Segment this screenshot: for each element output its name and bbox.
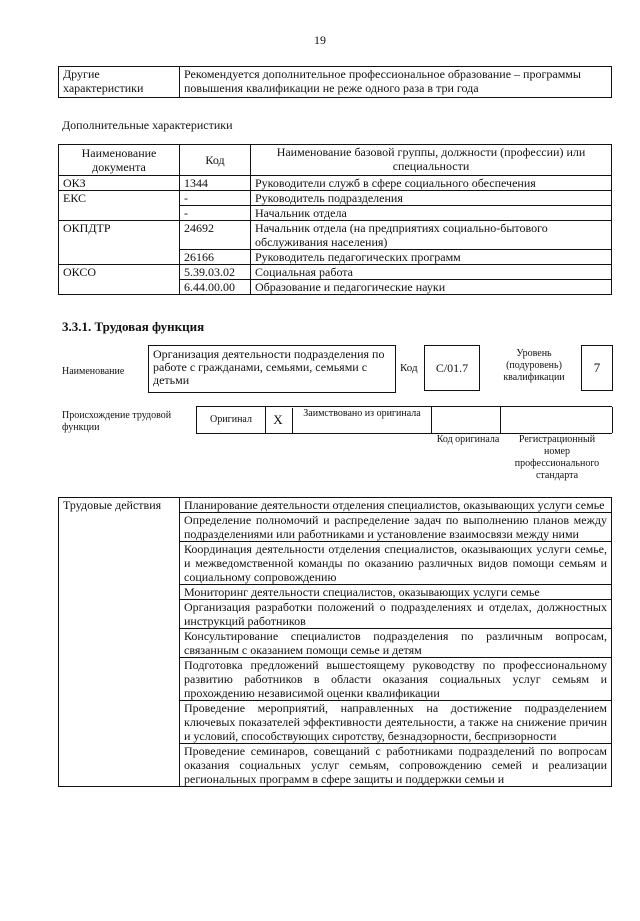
cell-code: 6.44.00.00 bbox=[180, 280, 251, 295]
other-label: Другие характеристики bbox=[59, 67, 180, 98]
cell-name: Руководитель подразделения bbox=[251, 191, 612, 206]
table-row bbox=[59, 191, 612, 206]
origin-reg-cell bbox=[500, 407, 613, 433]
action-item: Координация деятельности отделения специалистов, оказывающих услуги семье, и межведомственной команды по оказанию различных видов помощи семьям и социальному сопровождению bbox=[180, 542, 612, 585]
origin-code-cell bbox=[431, 407, 500, 433]
labor-actions-table bbox=[58, 497, 612, 787]
cell-code: 26166 bbox=[180, 250, 251, 265]
action-item: Консультирование специалистов подразделения по различным вопросам, связанным с оказанием помощи семье и детям bbox=[180, 629, 612, 658]
actions-label: Трудовые действия bbox=[59, 498, 180, 787]
origin-original-label: Оригинал bbox=[196, 407, 266, 433]
action-item: Проведение мероприятий, направленных на достижение подразделением ключевых показателей эффективности деятельности, а также на снижение причин и условий, способствующих сиротству, безнадзорности, беспризорности bbox=[180, 701, 612, 744]
cell-name: Руководитель педагогических программ bbox=[251, 250, 612, 265]
additional-characteristics-table bbox=[58, 144, 612, 295]
table-header-row bbox=[59, 145, 612, 176]
cell-doc: ОКЗ bbox=[59, 176, 180, 191]
function-code: C/01.7 bbox=[424, 345, 480, 391]
header-name: Наименование базовой группы, должности (профессии) или специальности bbox=[251, 145, 612, 176]
cell-doc: ЕКС bbox=[59, 191, 180, 221]
function-code-label: Код bbox=[400, 362, 418, 374]
page-number: 19 bbox=[314, 33, 326, 47]
cell-code: 5.39.03.02 bbox=[180, 265, 251, 280]
cell-name: Социальная работа bbox=[251, 265, 612, 280]
table-row bbox=[59, 265, 612, 280]
additional-title: Дополнительные характеристики bbox=[62, 118, 233, 132]
origin-row bbox=[196, 406, 612, 434]
table-row bbox=[59, 498, 612, 513]
function-name-label: Наименование bbox=[62, 366, 125, 377]
cell-code: 24692 bbox=[180, 221, 251, 250]
cell-code: - bbox=[180, 206, 251, 221]
function-level-label: Уровень (подуровень) квалификации bbox=[503, 348, 565, 383]
action-item: Подготовка предложений вышестоящему руководству по профессиональному развитию работников в области оказания социальных услуг семьям и прохождению независимой оценки квалификации bbox=[180, 658, 612, 701]
origin-reg-label: Регистрационный номер профессионального стандарта bbox=[514, 434, 600, 481]
action-item: Определение полномочий и распределение задач по выполнению планов между подразделениями или работниками и установление взаимосвязи между ними bbox=[180, 513, 612, 542]
cell-doc: ОКПДТР bbox=[59, 221, 180, 265]
action-item: Проведение семинаров, совещаний с работниками подразделений по вопросам оказания социальных услуг семьям, сопровождению семей и реализации региональных программ в сфере защиты и поддержки семьи и bbox=[180, 744, 612, 787]
table-row bbox=[59, 221, 612, 250]
cell-doc: ОКСО bbox=[59, 265, 180, 295]
origin-code-label: Код оригинала bbox=[436, 434, 500, 445]
table-row bbox=[59, 176, 612, 191]
cell-name: Руководители служб в сфере социального обеспечения bbox=[251, 176, 612, 191]
action-item: Мониторинг деятельности специалистов, оказывающих услуги семье bbox=[180, 585, 612, 600]
origin-original-mark: X bbox=[273, 412, 283, 427]
cell-name: Начальник отдела bbox=[251, 206, 612, 221]
function-level: 7 bbox=[581, 345, 613, 391]
table-row bbox=[59, 67, 612, 98]
action-item: Организация разработки положений о подразделениях и отделах, должностных инструкций работников bbox=[180, 600, 612, 629]
function-name: Организация деятельности подразделения по работе с гражданами, семьями, семьями с детьми bbox=[148, 345, 396, 393]
cell-name: Начальник отдела (на предприятиях социально-бытового обслуживания населения) bbox=[251, 221, 612, 250]
origin-label: Происхождение трудовой функции bbox=[62, 410, 172, 433]
cell-name: Образование и педагогические науки bbox=[251, 280, 612, 295]
other-characteristics-table bbox=[58, 66, 612, 98]
header-doc: Наименование документа bbox=[59, 145, 180, 176]
cell-code: 1344 bbox=[180, 176, 251, 191]
origin-borrowed-label: Заимствовано из оригинала bbox=[292, 408, 431, 433]
cell-code: - bbox=[180, 191, 251, 206]
other-text: Рекомендуется дополнительное профессиональное образование – программы повышения квалификации не реже одного раза в три года bbox=[180, 67, 612, 98]
section-title: 3.3.1. Трудовая функция bbox=[62, 319, 205, 334]
action-item: Планирование деятельности отделения специалистов, оказывающих услуги семье bbox=[180, 498, 612, 513]
header-code: Код bbox=[180, 145, 251, 176]
